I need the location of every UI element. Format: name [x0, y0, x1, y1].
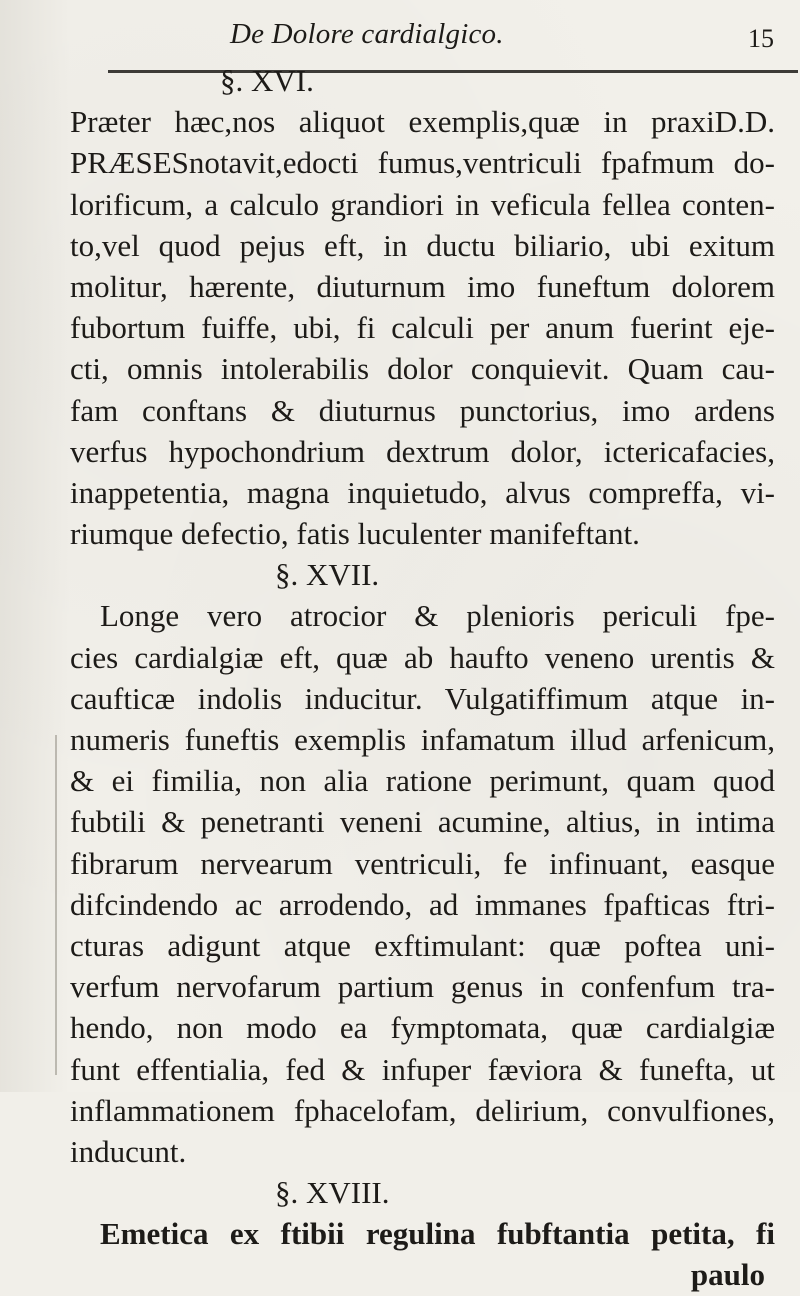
text-line: fibrarum nervearum ventriculi, fe infinuant, easque [70, 845, 775, 881]
text-line: riumque defectio, fatis luculenter manifeftant. [70, 516, 640, 552]
text-line: Emetica ex ftibii regulina fubftantia petita, fi [100, 1216, 775, 1252]
text-line: numeris funeftis exemplis infamatum illud arfenicum, [70, 722, 775, 757]
section-heading-xvii: §. XVII. [275, 557, 380, 593]
text-line: Præter hæc,nos aliquot exemplis,quæ in praxiD.D. [70, 104, 775, 140]
text-line: funt effentialia, fed & infuper fæviora & funefta, ut [70, 1051, 775, 1087]
text-line: & ei fimilia, non alia ratione perimunt, quam quod [70, 763, 775, 799]
text-line: to,vel quod pejus eft, in ductu biliario, ubi exitum [70, 227, 775, 263]
text-line: cti, omnis intolerabilis dolor conquievit. Quam cau- [70, 351, 775, 387]
text-line: difcindendo ac arrodendo, ad immanes fpafticas ftri- [70, 886, 775, 922]
text-line: lorificum, a calculo grandiori in veficula fellea conten- [70, 186, 775, 222]
text-line: verfum nervofarum partium genus in confenfum tra- [70, 969, 775, 1005]
text-line: inducunt. [70, 1133, 187, 1169]
text-line: cies cardialgiæ eft, quæ ab haufto veneno urentis & [70, 639, 775, 675]
margin-mark [55, 735, 57, 1075]
text-line: hendo, non modo ea fymptomata, quæ cardialgiæ [70, 1010, 775, 1046]
running-head: De Dolore cardialgico. [230, 18, 504, 50]
text-line: fam conftans & diuturnus punctorius, imo ardens [70, 392, 775, 428]
section-heading-xviii: §. XVIII. [275, 1175, 390, 1211]
section-heading-xvi: §. XVI. [220, 63, 314, 98]
text-line: verfus hypochondrium dextrum dolor, ictericafacies, [70, 433, 775, 469]
text-line: fubtili & penetranti veneni acumine, altius, in intima [70, 804, 775, 840]
page-header [0, 14, 800, 60]
body-text [70, 60, 775, 1296]
text-line: inappetentia, magna inquietudo, alvus compreffa, vi- [70, 474, 775, 510]
text-line: molitur, hærente, diuturnum imo funeftum dolorem [70, 268, 775, 304]
text-line: inflammationem fphacelofam, delirium, convulfiones, [70, 1092, 775, 1128]
text-line: cturas adigunt atque exftimulant: quæ poftea uni- [70, 927, 775, 963]
page-gutter-shadow [0, 0, 70, 1092]
catchword: paulo [690, 1257, 765, 1293]
text-line: fubortum fuiffe, ubi, fi calculi per anum fuerint eje- [70, 310, 775, 346]
page-number: 15 [748, 24, 774, 53]
text-line: PRÆSESnotavit,edocti fumus,ventriculi fpafmum do- [70, 145, 775, 181]
text-line: Longe vero atrocior & plenioris periculi fpe- [100, 598, 775, 634]
text-line: caufticæ indolis inducitur. Vulgatiffimum atque in- [70, 680, 775, 716]
